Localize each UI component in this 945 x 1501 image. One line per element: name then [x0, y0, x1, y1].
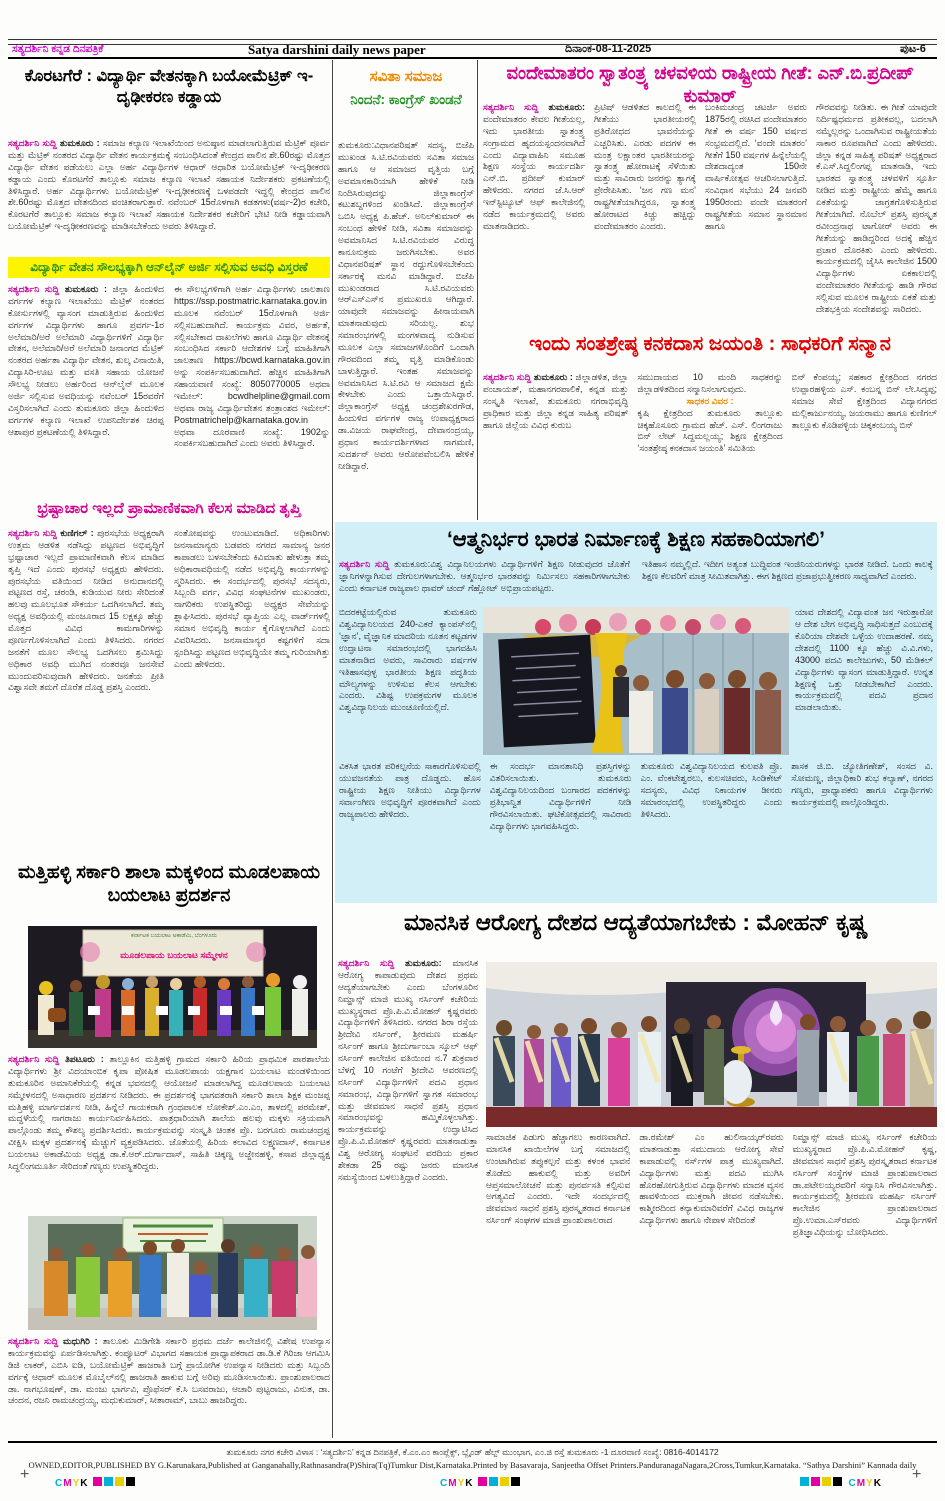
column-rule-left — [332, 60, 333, 1438]
headline-bhrashtachara: ಭ್ರಷ್ಟಾಚಾರ ಇಲ್ಲದೆ ಪ್ರಾಮಾಣಿಕವಾಗಿ ಕೆಲಸ ಮಾಡಿದ ತೃಪ್ತಿ — [37, 500, 301, 517]
column-text: ಸಂತೋಷವನ್ನು ಉಂಟುಮಾಡಿದೆ. ಅಧಿಕಾರಿಗಳು ಜನಸಾಮಾನ್ಯರು ಬಡವರು ನಗರದ ಸಾಮಾನ್ಯ ಜನರ ಕಾಪಾಡಲು ಬಳಸಬೇಕೆಂದು ಕಿವಿಮಾತು ಹೇಳುತ್ತಾ ತಮ್ಮ ಅಧಿಕಾರಾವಧಿಯಲ್ಲಿ ನಡೆದ ಅಭಿವೃದ್ಧಿ ಕಾರ್ಯಗಳನ್ನು ಸ್ಮರಿಸಿದರು. ಈ ಸಂದರ್ಭದಲ್ಲಿ ಪುರಸಭೆ ಸದಸ್ಯರು, ಸಿಬ್ಬಂದಿ ವರ್ಗ, ವಿವಿಧ ಸಂಘಟನೆಗಳ ಮುಖಂಡರು, ನಾಗರಿಕರು ಉಪಸ್ಥಿತರಿದ್ದು ಅಧ್ಯಕ್ಷರ ಸೇವೆಯನ್ನು ಶ್ಲಾಘಿಸಿದರು. ಪುರಸಭೆ ವ್ಯಾಪ್ತಿಯ ಎಲ್ಲ ವಾರ್ಡ್‌ಗಳಲ್ಲಿ ಸಮಾನ ಅಭಿವೃದ್ಧಿ ಕಾರ್ಯ ಕೈಗೊಳ್ಳಲಾಗಿದೆ ಎಂದು ವಿವರಿಸಿದರು. ಜನಸಾಮಾನ್ಯರ ಕಷ್ಟಗಳಿಗೆ ಸದಾ ಸ್ಪಂದಿಸಿದ್ದು ಪಟ್ಟಣದ ಅಭಿವೃದ್ಧಿಯೇ ತಮ್ಮ ಗುರಿಯಾಗಿತ್ತು ಎಂದು ಹೇಳಿದರು. — [174, 528, 330, 669]
atm-bottom3 — [641, 761, 783, 889]
vande-col1 — [483, 102, 585, 326]
column-text: ಸಾಮಾಜಿಕ ಪಿಡುಗು ಹೆಚ್ಚಾಗಲು ಕಾರಣವಾಗಿದೆ. ಮಾನಸಿಕ ಖಾಯಿಲೆಗಳ ಬಗ್ಗೆ ಸಮಾಜದಲ್ಲಿ ಉಂಟಾಗಿರುವ ತಪ್ಪುಕಲ್ಪನೆ ಮತ್ತು ಕಳಂಕ ಭಾವನೆ ತೊಡೆದು ಹಾಕುವಲ್ಲಿ ಮತ್ತು ಅವರಿಗೆ ಆಪ್ತಸಮಾಲೋಚನೆ ಮತ್ತು ಪುನರ್ವಸತಿ ಕಲ್ಪಿಸುವ ಅಗತ್ಯವಿದೆ ಎಂದರು. ಇದೇ ಸಂದರ್ಭದಲ್ಲಿ ಜೀವಮಾನ ಸಾಧನೆ ಪ್ರಶಸ್ತಿ ಪುರಸ್ಕೃತರಾದ ಕರ್ನಾಟಕ ನರ್ಸಿಂಗ್ ಸಂಘಗಳ ಮಾಜಿ ಪ್ರಾಂಶುಪಾಲರಾದ — [486, 1132, 631, 1226]
atm-mid-right — [795, 607, 933, 757]
atm-mid-left — [339, 607, 477, 757]
cmyk-letter-m: M — [856, 1478, 866, 1489]
magenta-swatch — [478, 1477, 487, 1486]
headline-vetana: ವಿದ್ಯಾರ್ಥಿ ವೇತನ ಸೌಲಭ್ಯಕ್ಕಾಗಿ ಆನ್‌ಲೈನ್ ಅರ್ಜಿ ಸಲ್ಲಿಸುವ ಅವಧಿ ವಿಸ್ತರಣೆ — [8, 257, 330, 278]
manasika-col2 — [639, 1132, 783, 1436]
column-text: ಜಿಲ್ಲಾ ಹಿಂದುಳಿದ ವರ್ಗಗಳ ಕಲ್ಯಾಣ ಇಲಾಖೆಯು ಮೆಟ್ರಿಕ್ ನಂತರದ ಕೋರ್ಸುಗಳಲ್ಲಿ ವ್ಯಾಸಂಗ ಮಾಡುತ್ತಿರುವ ಹಿಂದುಳಿದ ವರ್ಗಗಳ ವಿದ್ಯಾರ್ಥಿಗಳು ಹಾಗೂ ಪ್ರವರ್ಗ-1ರ ಅಲೆಮಾರಿ/ಅರೆ ಅಲೆಮಾರಿ ವಿದ್ಯಾರ್ಥಿಗಳಿಗೆ ವಿದ್ಯಾರ್ಥಿ ವೇತನ, ಅಲೆಮಾರಿ/ಅರೆ ಅಲೆಮಾರಿ ಜನಾಂಗದ ಮೆಟ್ರಿಕ್ ನಂತರದ ಅರ್ಹತಾ ವಿದ್ಯಾರ್ಥಿ ವೇತನ, ಶುಲ್ಕ ವಿನಾಯಿತಿ, ವಿದ್ಯಾಸಿರಿ-ಊಟ ಮತ್ತು ವಸತಿ ಸಹಾಯ ಯೋಜನೆ ಸೌಲಭ್ಯ ನೀಡಲು ಅರ್ಹರಿಂದ ಆನ್‌ಲೈನ್ ಮೂಲಕ ಅರ್ಜಿ ಸಲ್ಲಿಸುವ ಅವಧಿಯನ್ನು ನವೆಂಬರ್ 15ರವರೆಗೆ ವಿಸ್ತರಿಸಲಾಗಿದೆ ಎಂದು ತುಮಕೂರು ಜಿಲ್ಲಾ ಹಿಂದುಳಿದ ವರ್ಗಗಳ ಕಲ್ಯಾಣ ಇಲಾಖೆ ಉಪನಿರ್ದೇಶಕ ಚಿರಪ್ಪ ಆಶಾಪುರ ಪ್ರಕಟಣೆಯಲ್ಲಿ ತಿಳಿಸಿದ್ದಾರೆ. — [8, 284, 164, 437]
photo-moodalapaya-stage — [28, 926, 317, 1048]
column-text: ಪ್ರಿಟಿಷ್ ಆಡಳಿತದ ಕಾಲದಲ್ಲಿ ಈ ಗೀತೆಯು ಭಾರತೀಯರಲ್ಲಿ ಪ್ರತಿರೋಧದ ಭಾವನೆಯನ್ನು ಎಚ್ಚರಿಸಿತು. ಎರಡು ಪದಗಳ ಈ ಮಂತ್ರ ಲಕ್ಷಾಂತರ ಭಾರತೀಯರನ್ನು ಸ್ವಾತಂತ್ರ್ಯ ಹೋರಾಟಕ್ಕೆ ಸೆಳೆಯಿತು ಮತ್ತು ಸಾವಿರಾರು ಜನರನ್ನು ತ್ಯಾಗಕ್ಕೆ ಪ್ರೇರೇಪಿಸಿತು. ‘ಜನ ಗಣ ಮನ’ ರಾಷ್ಟ್ರಗೀತೆಯಾಗಿದ್ದರೂ, ಸ್ವಾತಂತ್ರ್ಯ ಹೋರಾಟದ ಕಿಚ್ಚು ಹಚ್ಚಿದ್ದು ವಂದೇಮಾತರಂ ಎಂದರು. — [594, 102, 696, 231]
manasika-col1 — [486, 1132, 630, 1436]
paragraph: ತಾಲ್ಲೂಕಿನ ಮತ್ತಿಹಳ್ಳಿ ಗ್ರಾಮದ ಸರ್ಕಾರಿ ಹಿರಿಯ ಪ್ರಾಥಮಿಕ ಪಾಠಶಾಲೆಯ ವಿದ್ಯಾರ್ಥಿಗಳು ಶ್ರೀ ವಿದಯಾಂಬಿಕ ಕೃಪಾ ಪೋಷಿತ ಮೂಡಲಪಾಯ ಯಕ್ಷಗಾನ ಬಯಲಾಟ ಮಂಡಳಿಯಿಂದ ತುಮಕೂರಿನ ಅಮಾನಿಕೆರೆಯಲ್ಲಿ ಕನ್ನಡ ಭವನದಲ್ಲಿ ಆಯೋಜನೆ ಮಾಡಲಾಗಿದ್ದ ಮೂಡಲಪಾಯ ಬಯಲಾಟ ಸಮ್ಮೇಳನದಲ್ಲಿ ಅಸಾಧಾರಣ ಪ್ರದರ್ಶನ ನೀಡಿದರು. — [8, 1054, 330, 1100]
yellow-swatch — [822, 1477, 831, 1486]
cyan-swatch — [104, 1477, 113, 1486]
column-rule-mid — [477, 60, 478, 520]
footer-publisher-en: OWNED,EDITOR,PUBLISHED BY G.Karunakara,Published at Ganganahally,Rathnasandra(P)Shira(Tq)Tumkur Dist,Karnataka.Printed by Basavaraja, Sanjeetha Offset Printers.PanduranagaNagara,2Cross,Tumkur,Karnataka. “Sathya Darshini” Kannada daily — [28, 1460, 917, 1470]
article-vetana-body — [8, 284, 330, 496]
paragraph: ಈ ಪ್ರದರ್ಶನಕ್ಕೆ ಭಾಗವತರಾಗಿ ಸರ್ಕಾರಿ ಶಾಲಾ ಶಿಕ್ಷಕ ಮಂಜಪ್ಪ ಮತ್ತಿಹಳ್ಳಿ ಮಾರ್ಗದರ್ಶನ ನೀಡಿ, ಹಿನ್ನೆಲೆ ಗಾಯಕರಾಗಿ ಗ್ರಂಥಪಾಲಕ ಲೋಕೇಶ್.ಎಂ.ಎಂ, ತಾಳದಲ್ಲಿ ಪರಮೇಶ್, ಮದ್ದಳೆಯಲ್ಲಿ ನಾಗರಾಜು ಕಾರ್ಯನಿರ್ವಹಿಸಿದರು. ಪಾತ್ರಧಾರಿಯಾಗಿ ಶಾಲೆಯ ಹಲವು ಮಕ್ಕಳು ಸಕ್ರಿಯವಾಗಿ ಪಾಲ್ಗೊಂಡು ತಮ್ಮ ಕೌಶಲ್ಯ ಪ್ರದರ್ಶಿಸಿದರು. — [8, 1089, 330, 1136]
column-text: ನಿಮ್ಹಾನ್ಸ್ ಮಾಜಿ ಮುಖ್ಯ ನರ್ಸಿಂಗ್ ಕಚೇರಿಯ ಮುಖ್ಯಸ್ಥರಾದ ಪ್ರೊ.ಪಿ.ವಿ.ಮೋಹನ್ ಕೃಷ್ಣ, ಜೀವಮಾನ ಸಾಧನೆ ಪ್ರಶಸ್ತಿ ಪುರಸ್ಕೃತರಾದ ಕರ್ನಾಟಕ ನರ್ಸಿಂಗ್ ಸಂಸ್ಥೆಗಳ ಮಾಜಿ ಪ್ರಾಂಶುಪಾಲರಾದ ಡಾ.ಪಟೇಲಯ್ಯರವರಿಗೆ ಸನ್ಮಾನಿಸಿ ಗೌರವಿಸಲಾಗಿತ್ತು. ಕಾರ್ಯಕ್ರಮದಲ್ಲಿ ಶ್ರೀರಮಣ ಮಹರ್ಷಿ ನರ್ಸಿಂಗ್ ಕಾಲೇಜಿನ ಪ್ರಾಂಶುಪಾಲರಾದ ಪ್ರೊ.ಉಮಾ.ಎಸ್‌ರವರು ವಿದ್ಯಾರ್ಥಿಗಳಿಗೆ ಪ್ರತಿಜ್ಞಾವಿಧಿಯನ್ನು ಬೋಧಿಸಿದರು. — [792, 1132, 937, 1237]
vande-col3 — [705, 102, 807, 326]
column-text: ಜಿಲ್ಲಾಡಳಿತ, ಜಿಲ್ಲಾ ಪಂಚಾಯತ್, ಮಹಾನಗರಪಾಲಿಕೆ, ಕನ್ನಡ ಮತ್ತು ಸಂಸ್ಕೃತಿ ಇಲಾಖೆ, ತುಮಕೂರು ನಗರಾಭಿವೃದ್ಧಿ ಪ್ರಾಧಿಕಾರ ಮತ್ತು ಜಿಲ್ಲಾ ಕನ್ನಡ ಸಾಹಿತ್ಯ ಪರಿಷತ್ ಹಾಗೂ ಜಿಲ್ಲೆಯ ವಿವಿಧ ಕುರುಬ — [483, 372, 629, 430]
black-swatch — [511, 1477, 520, 1486]
column-text: ಡಾ.ರಮೇಶ್ ಎಂ ಹುಲಿನಾಯ್ಕರ್‌ರವರು ಮಾತನಾಡುತ್ತಾ ಸಮುದಾಯ ಆರೋಗ್ಯ ಸೇವೆ ಕಾಪಾಡುವಲ್ಲಿ ನರ್ಸ್‌ಗಳ ಪಾತ್ರ ಮುಖ್ಯವಾಗಿದೆ. ವಿದ್ಯಾರ್ಥಿಗಳು ಮತ್ತು ಪದವಿ ಮುಗಿಸಿ ಹೊರಹೋಗುತ್ತಿರುವ ವಿದ್ಯಾರ್ಥಿಗಳು ಮಾದಕ ವ್ಯಸನ ಹಾವಳಿಯಿಂದ ಮುಕ್ತರಾಗಿ ಜೀವನ ನಡೆಸಬೇಕು. ಕಾಶ್ಮೀರದಿಂದ ಕನ್ಯಾಕುಮಾರಿವರೆಗೆ ವಿವಿಧ ರಾಜ್ಯಗಳ ವಿದ್ಯಾರ್ಥಿಗಳು ಹಾಗೂ ನೇಪಾಳ ಸೇರಿದಂತೆ — [639, 1132, 784, 1226]
kanaka-subhead: ಸಾಧಕರ ವಿವರ : — [686, 395, 734, 406]
manasika-left-col — [338, 958, 478, 1436]
byline: ಸತ್ಯದರ್ಶಿನಿ ಸುದ್ದಿ — [8, 138, 57, 148]
cmyk-strip-right — [800, 1473, 882, 1491]
registration-cross-left: + — [20, 1466, 30, 1483]
vande-col2 — [594, 102, 696, 326]
yellow-swatch — [115, 1477, 124, 1486]
column-text: ಮಾನಸಿಕ ಆರೋಗ್ಯ ಕಾಪಾಡುವುದು ದೇಶದ ಪ್ರಥಮ ಆದ್ಯತೆಯಾಗಬೇಕು ಎಂದು ಬೆಂಗಳೂರಿನ ನಿಮ್ಹಾನ್ಸ್ ಮಾಜಿ ಮುಖ್ಯ ನರ್ಸಿಂಗ್ ಕಚೇರಿಯ ಮುಖ್ಯಸ್ಥರಾದ ಪ್ರೊ.ಪಿ.ವಿ.ಮೋಹನ್ ಕೃಷ್ಣರವರು ವಿದ್ಯಾರ್ಥಿಗಳಿಗೆ ತಿಳಿಸಿದರು. ನಗರದ ಶಿರಾ ರಸ್ತೆಯ ಶ್ರೀದೇವಿ ನರ್ಸಿಂಗ್, ಶ್ರೀರಮಣ ಮಹರ್ಷಿ ನರ್ಸಿಂಗ್ ಹಾಗೂ ಶ್ರೀದುರ್ಗಾಂಬಾ ಸ್ಕೂಲ್ ಆಫ್ ನರ್ಸಿಂಗ್ ಕಾಲೇಜಿನ ವತಿಯಿಂದ ನ.7 ಶುಕ್ರವಾರ ಬೆಳಗ್ಗೆ 10 ಗಂಟೆಗೆ ಶ್ರೀದೇವಿ ಆವರಣದಲ್ಲಿ ನರ್ಸಿಂಗ್ ವಿದ್ಯಾರ್ಥಿಗಳಿಗೆ ಪದವಿ ಪ್ರಧಾನ ಸಮಾರಂಭ, ವಿದ್ಯಾರ್ಥಿಗಳಿಗೆ ಸ್ವಾಗತ ಸಮಾರಂಭ ಮತ್ತು ಜೀವಮಾನ ಸಾಧನೆ ಪ್ರಶಸ್ತಿ ಪ್ರಧಾನ ಸಮಾರಂಭವನ್ನು ಹಮ್ಮಿಕೊಳ್ಳಲಾಗಿತ್ತು. ಕಾರ್ಯಕ್ರಮವನ್ನು ಉದ್ಘಾಟಿಸಿದ ಪ್ರೊ.ಪಿ.ವಿ.ಮೋಹನ್ ಕೃಷ್ಣರವರು ಮಾತನಾಡುತ್ತಾ ವಿಶ್ವ ಆರೋಗ್ಯ ಸಂಘಟನೆ ವರದಿಯ ಪ್ರಕಾರ ಶೇಕಡಾ 25 ರಷ್ಟು ಜನರು ಮಾನಸಿಕ ಸಮಸ್ಯೆಯಿಂದ ಬಳಲುತ್ತಿದ್ದಾರೆ ಎಂದರು. — [338, 958, 478, 1182]
cmyk-letter-y: Y — [866, 1478, 873, 1489]
atm-lead-right — [642, 559, 933, 605]
column-text: ವಿಕಸಿತ ಭಾರತ ಪರಿಕಲ್ಪನೆಯ ಸಾಕಾರಗೊಳಿಸುವಲ್ಲಿ ಯುವಜನತೆಯ ಪಾತ್ರ ದೊಡ್ಡದು. ಹೊಸ ರಾಷ್ಟ್ರೀಯ ಶಿಕ್ಷಣ ನೀತಿಯು ವಿದ್ಯಾರ್ಥಿಗಳ ಸರ್ವಾಂಗೀಣ ಅಭಿವೃದ್ಧಿಗೆ ಪೂರಕವಾಗಿದೆ ಎಂದು ರಾಜ್ಯಪಾಲರು ಹೇಳಿದರು. — [339, 761, 481, 819]
column-text: ಪುರಸಭೆಯ ಅಧ್ಯಕ್ಷರಾಗಿ ಉತ್ತಮ ಆಡಳಿತ ನಡೆಸಿದ್ದು ಪಟ್ಟಣದ ಅಭಿವೃದ್ಧಿಗೆ ಭ್ರಷ್ಟಾಚಾರ ಇಲ್ಲದೆ ಪ್ರಾಮಾಣಿಕವಾಗಿ ಕೆಲಸ ಮಾಡಿದ ತೃಪ್ತಿ ಇದೆ ಎಂದು ಪುರಸಭೆ ಅಧ್ಯಕ್ಷರು ಹೇಳಿದರು. ಪುರಸಭೆಯ ವತಿಯಿಂದ ನೀಡಿದ ಅನುದಾನದಲ್ಲಿ ಪಟ್ಟಣದ ರಸ್ತೆ, ಚರಂಡಿ, ಕುಡಿಯುವ ನೀರು ಸೇರಿದಂತೆ ಹಲವು ಮೂಲಭೂತ ಸೌಕರ್ಯ ಒದಗಿಸಲಾಗಿದೆ. ತಮ್ಮ ಅಧ್ಯಕ್ಷ ಅವಧಿಯಲ್ಲಿ ಮಂಜೂರಾದ 15 ಲಕ್ಷಕ್ಕೂ ಹೆಚ್ಚು ಮೊತ್ತದ ವಿವಿಧ ಕಾಮಗಾರಿಗಳನ್ನು ಪೂರ್ಣಗೊಳಿಸಲಾಗಿದೆ ಎಂದು ತಿಳಿಸಿದರು. ನಗರದ ಜನತೆಗೆ ಮೂಲ ಸೌಲಭ್ಯ ಒದಗಿಸಲು ಶ್ರಮಿಸಿದ್ದು ಅಧಿಕಾರ ಅವಧಿ ಮುಗಿದ ನಂತರವೂ ಜನಸೇವೆ ಮುಂದುವರಿಸುವುದಾಗಿ ಹೇಳಿದರು. ಜನತೆಯ ಪ್ರೀತಿ ವಿಶ್ವಾಸವೇ ತಮಗೆ ದೊರೆತ ದೊಡ್ಡ ಪ್ರಶಸ್ತಿ ಎಂದರು. — [8, 528, 164, 693]
black-swatch — [833, 1477, 842, 1486]
headline-vandemataram: ವಂದೇಮಾತರಂ ಸ್ವಾತಂತ್ರ್ಯ ಚಳವಳಿಯ ರಾಷ್ಟ್ರೀಯ ಗೀತೆ: ಎನ್.ಬಿ.ಪ್ರದೀಪ್ ಕುಮಾರ್ — [506, 63, 914, 106]
column-text: ಬಿನ್ ಕೆಂಪಯ್ಯ; ಸಹಕಾರ ಕ್ಷೇತ್ರದಿಂದ ನಗರದ ಉಪ್ಪಾರಹಳ್ಳಿಯ ಎಸ್. ಕಂಬನ್ನ ಬಿನ್ ಲೇ.ಸಿದ್ಯಪ್ಪ; ಸಮಾಜ ಸೇವೆ ಕ್ಷೇತ್ರದಿಂದ ವಿದ್ಯಾನಗರದ ಮಲ್ಲಿಕಾರ್ಜುನಯ್ಯ, ಜಯರಾಮು ಹಾಗೂ ಕುಣಿಗಲ್ ತಾಲ್ಲೂಕು ಕೊಡಿಪಳ್ಳಿಯ ಚಿಕ್ಕಕಂಬಯ್ಯ ಬಿನ್ — [791, 372, 937, 430]
photo-nursing-ceremony — [486, 962, 937, 1127]
column-text: ಇತಿಹಾಸ ನಮ್ಮಲ್ಲಿದೆ. ಇದೀಗ ಅತ್ಯಂತ ಬುದ್ಧಿವಂತ ಇಂಜಿನಿಯರುಗಳನ್ನು ಭಾರತ ನೀಡಿದೆ. ಒಂದು ಕಾಲಕ್ಕೆ ಶಿಕ್ಷಣ ಕೆಲವರಿಗೆ ಮಾತ್ರ ಸೀಮಿತವಾಗಿತ್ತು. ಈಗ ಶಿಕ್ಷಣದ ಪ್ರಜಾಪ್ರಭುತ್ವೀಕರಣ ಸಾಧ್ಯವಾಗಿದೆ ಎಂದರು. — [642, 559, 933, 582]
dateline: ತುಮಕೂರು: — [405, 958, 442, 968]
dateline: ತುಮಕೂರು : — [59, 138, 100, 148]
byline: ಸತ್ಯದರ್ಶಿನಿ ಸುದ್ದಿ — [483, 102, 539, 112]
cmyk-letter-m: M — [448, 1478, 457, 1489]
article-bhrashtachara-col2 — [174, 528, 330, 854]
photo-plaque-unveiling — [483, 607, 789, 757]
byline: ಸತ್ಯದರ್ಶಿನಿ ಸುದ್ದಿ — [483, 372, 532, 382]
cmyk-letter-k: K — [465, 1478, 473, 1489]
cmyk-letter-k: K — [80, 1478, 88, 1489]
article-mattihalli-body — [8, 1054, 330, 1212]
header-bottom-rule — [8, 57, 937, 59]
black-swatch — [126, 1477, 135, 1486]
paragraph: ಕಾರ್ಯಕ್ರಮವನ್ನು ಸಂಸ್ಕೃತಿ ಚಿಂತಕ ಪ್ರೊ. ಬರಗೂರು ರಾಮಚಂದ್ರಪ್ಪ ವೀಕ್ಷಿಸಿ ಮಕ್ಕಳ ಪ್ರದರ್ಶನಕ್ಕೆ ಮೆಚ್ಚುಗೆ ವ್ಯಕ್ತಪಡಿಸಿದರು. ಜೊತೆಯಲ್ಲಿ ಹಿರಿಯ ಕಲಾವಿದ ಲಕ್ಷ್ಮಣದಾಸ್, ಕರ್ನಾಟಕ ಬಯಲಾಟ ಅಕಾಡೆಮಿಯ ಅಧ್ಯಕ್ಷ ಡಾ.ಕೆ.ಆರ್.ದುರ್ಗಾದಾಸ್, ಸಾಹಿತಿ ಚಿಕ್ಕಣ್ಣ ಅಜ್ಜೇನಹಳ್ಳಿ, ಕಸಾಪ ಜಿಲ್ಲಾಧ್ಯಕ್ಷ ಸಿದ್ಧಲಿಂಗಮೂರ್ತಿ ಸೇರಿದಂತೆ ಗಣ್ಯರು ಉಪಸ್ಥಿತರಿದ್ದರು. — [8, 1125, 330, 1171]
article-vetana-col2 — [174, 284, 330, 496]
column-text: ತುಮಕೂರು:ವಿಧಾನಪರಿಷತ್ ಸದಸ್ಯ, ಬಿಜೆಪಿ ಮುಖಂಡ ಸಿ.ಟಿ.ರವಿಯವರು ಸವಿತಾ ಸಮಾಜ ಹಾಗೂ ಆ ಸಮಾಜದ ವೃತ್ತಿಯ ಬಗ್ಗೆ ಅವಮಾನಕಾರಿಯಾಗಿ ಹೇಳಿಕೆ ನೀಡಿ ನಿಂದಿಸಿರುವುದನ್ನು ಜಿಲ್ಲಾಕಾಂಗ್ರೆಸ್ ಕಟುಶಬ್ದಗಳಿಂದ ಖಂಡಿಸಿದೆ. ಜಿಲ್ಲಾಕಾಂಗ್ರೆಸ್ ಒಬಿಸಿ ಅಧ್ಯಕ್ಷ ಪಿ.ಹೆಚ್. ಅನಿಲ್‌ಕುಮಾರ್ ಈ ಸಂಬಂಧ ಹೇಳಿಕೆ ನೀಡಿ, ಸವಿತಾ ಸಮಾಜವನ್ನು ಅವಮಾನಿಸಿದ ಸಿ.ಟಿ.ರವಿಯವರ ವಿರುದ್ಧ ಕಾನೂನುಕ್ರಮ ಜರುಗಿಸಬೇಕು. ಅವರ ವಿಧಾನಪರಿಷತ್ ಸ್ಥಾನ ರದ್ದುಗೊಳಿಸಬೇಕೆಂದು ಸರ್ಕಾರಕ್ಕೆ ಮನವಿ ಮಾಡಿದ್ದಾರೆ. ಬಿಜೆಪಿ ಮುಖಂಡರಾದ ಸಿ.ಟಿ.ರವಿಯವರು ಆರ್‌ಎಸ್‌ಎಸ್‌ನ ಪ್ರಮುಖರೂ ಆಗಿದ್ದಾರೆ. ಯಾವುದೇ ಸಮಾಜವನ್ನು ಹೀನಾಯವಾಗಿ ಮಾತನಾಡುವುದು ಸರಿಯಲ್ಲ. ಶುಭ ಸಮಾರಂಭಗಳಲ್ಲಿ ಮಂಗಳವಾದ್ಯ ನುಡಿಸುವ ಮೂಲಕ ಎಲ್ಲಾ ಸಮಾಜಗಳೊಂದಿಗೆ ಒಂದಾಗಿ ಗೌರವದಿಂದ ತಮ್ಮ ವೃತ್ತಿ ಮಾಡಿಕೊಂಡು ಬಾಳುತ್ತಿದ್ದಾರೆ. ಇಂತಹ ಸಮಾಜವನ್ನು ಅವಮಾನಿಸಿದ ಸಿ.ಟಿ.ರವಿ ಆ ಸಮಾಜದ ಕ್ಷಮೆ ಕೇಳಬೇಕು ಎಂದು ಒತ್ತಾಯಿಸಿದ್ದಾರೆ. ಜಿಲ್ಲಾಕಾಂಗ್ರೆಸ್ ಅಧ್ಯಕ್ಷ ಚಂದ್ರಶೇಖರಗೌಡ, ಹಿಂದುಳಿದ ವರ್ಗಗಳ ರಾಜ್ಯ ಉಪಾಧ್ಯಕ್ಷರಾದ ಡಾ.ವಿಜಯ ರಾಘವೇಂದ್ರ, ದೇವಾನಂದ್ರಯ್ಯ, ಪ್ರಧಾನ ಕಾರ್ಯದರ್ಶಿಗಳಾದ ನಾಗಮಣಿ, ಸುದರ್ಶನ್ ಅವರು ಆರೋಪವೆಂಬಲಿಸಿ ಹೇಳಿಕೆ ನೀಡಿದ್ದಾರೆ. — [338, 140, 474, 471]
masthead-page-number: ಪುಟ-6 — [900, 43, 926, 55]
column-text: ಕೃಷಿ ಕ್ಷೇತ್ರದಿಂದ ತುಮಕೂರು ತಾಲ್ಲೂಕು ಚಿಕ್ಕಹೊಸೂರು ಗ್ರಾಮದ ಹೆಚ್. ಎಸ್. ಲಿಂಗರಾಜು ಬಿನ್ ಲೇಟ್ ಸಿದ್ದಮಲ್ಲಯ್ಯ; ಶಿಕ್ಷಣ ಕ್ಷೇತ್ರದಿಂದ ‘ಸಂತಶ್ರೇಷ್ಠ ಕನಕದಾಸ ಜಯಂತಿ’ ಸಮಿತಿಯ — [637, 407, 783, 454]
article-madhugiri-body — [8, 1336, 330, 1434]
headline-savita-line2: ನಿಂದನೆ: ಕಾಂಗ್ರೆಸ್ ಖಂಡನೆ — [350, 92, 462, 107]
column-text: ತುಮಕೂರು:ವಿಶ್ವ ವಿದ್ಯಾನಿಲಯಗಳು ವಿದ್ಯಾರ್ಥಿಗಳಿಗೆ ಶಿಕ್ಷಣ ನೀಡುವುದರ ಜೊತೆಗೆ ಜ್ಞಾನಿಗಳನ್ನಾಗಿಸುವ ದೇಗುಲಗಳಾಗಬೇಕು. ಆತ್ಮನಿರ್ಭರ ಭಾರತವನ್ನು ನಿರ್ಮಿಸಲು ಸಹಕಾರಿಗಳಾಗಬೇಕು ಎಂದು ಕರ್ನಾಟಕ ರಾಜ್ಯಪಾಲ ಥಾವರ್ ಚಂದ್ ಗೆಹ್ಲೋಟ್ ಅಭಿಪ್ರಾಯಪಟ್ಟರು. — [339, 559, 630, 593]
column-text: ಶಾಸಕ ಜಿ.ಬಿ. ಜ್ಯೋತಿಗಣೇಶ್, ಸಂಸದ ವಿ. ಸೋಮಣ್ಣ, ಜಿಲ್ಲಾಧಿಕಾರಿ ಶುಭ ಕಲ್ಯಾಣ್, ನಗರದ ಗಣ್ಯರು, ಪ್ರಾಧ್ಯಾಪಕರು ಹಾಗೂ ವಿದ್ಯಾರ್ಥಿಗಳು ಕಾರ್ಯಕ್ರಮದಲ್ಲಿ ಪಾಲ್ಗೊಂಡಿದ್ದರು. — [791, 761, 933, 807]
headline-koratagere: ಕೊರಟಗೆರೆ : ವಿದ್ಯಾರ್ಥಿ ವೇತನಕ್ಕಾಗಿ ಬಯೋಮೆಟ್ರಿಕ್ ಇ-ದೃಢೀಕರಣ ಕಡ್ಡಾಯ — [24, 67, 314, 106]
header-top-double-rule — [8, 39, 937, 45]
byline: ಸತ್ಯದರ್ಶಿನಿ ಸುದ್ದಿ — [338, 958, 395, 968]
photo-banner-org-line: ಕರ್ನಾಟಕ ಬಯಲಾಟ ಅಕಾಡೆಮಿ, ಬೆಂಗಳೂರು — [131, 933, 217, 939]
masthead-paper-name-en: Satya darshini daily news paper — [248, 42, 426, 57]
manasika-col3 — [793, 1132, 937, 1436]
magenta-swatch — [811, 1477, 820, 1486]
article-savita-body — [338, 140, 474, 518]
column-text: ತಾಲೂಕು ಮಿಡಿಗೇಶಿ ಸರ್ಕಾರಿ ಪ್ರಥಮ ದರ್ಜೆ ಕಾಲೇಜಿನಲ್ಲಿ ವಿಶೇಷ ಉಪನ್ಯಾಸ ಕಾರ್ಯಕ್ರಮವನ್ನು ಏರ್ಪಡಿಸಲಾಗಿತ್ತು. ಕಂಪ್ಯೂಟರ್ ವಿಭಾಗದ ಸಹಾಯಕ ಪ್ರಾಧ್ಯಾಪಕರಾದ ಡಾ.ಡಿ.ಕೆ ಗಿರಿಜಾ ಆಗಮಿಸಿ ಡಿಜಿ ಲಾಕರ್, ಎಬಿಸಿ ಐಡಿ, ಬಯೋಮೆಟ್ರಿಕ್ ಹಾಜರಾತಿ ಬಗ್ಗೆ ಪ್ರಾಯೋಗಿಕ ಉಪನ್ಯಾಸ ನೀಡಿದರು ಮತ್ತು ಸಿಬ್ಬಂದಿ ವರ್ಗಕ್ಕೆ ಆಧಾರ್ ಮೂಲಕ ಮೊಬೈಲ್‌ನಲ್ಲಿ ಹಾಜರಾತಿ ಹಾಕುವ ಬಗ್ಗೆ ಅರಿವು ಮೂಡಿಸಲಾಯಿತು. ಪ್ರಾಂಶುಪಾಲರಾದ ಡಾ. ನಾಗಭೂಷಣ್, ಡಾ. ಮಂಜು ಭಾರ್ಗವಿ, ಪ್ರೊಫೆಸರ್ ಕೆ.ಸಿ ಬಸವರಾಜು, ಆಚಾರಿ ಪುಟ್ಟರಾಜು, ವಿನುತ, ಡಾ. ಚಂದನ, ರಜನಿ ರಾಮಚಂದ್ರಯ್ಯ, ಮಧುಕುಮಾರ್, ಸೀತಾರಾಮ್, ಬಾಬು ಹಾಜರಿದ್ದರು. — [8, 1336, 330, 1406]
dateline: ತುಮಕೂರು : — [533, 372, 573, 382]
cmyk-letter-k: K — [873, 1478, 881, 1489]
dateline: ಕುಣಿಗಲ್ : — [60, 528, 94, 538]
cmyk-strip-center — [440, 1473, 522, 1491]
dateline: ಮಧುಗಿರಿ : — [63, 1336, 98, 1346]
masthead-date: ದಿನಾಂಕ-08-11-2025 — [565, 43, 652, 55]
column-text: ಸಮುದಾಯದ 10 ಮಂದಿ ಸಾಧಕರನ್ನು ಜಿಲ್ಲಾಡಳಿತದಿಂದ ಸನ್ಮಾನಿಸಲಾಗುವುದು. — [637, 372, 783, 394]
photo-banner-title: ಮೂಡಲಪಾಯ ಬಯಲಾಟ ಸಮ್ಮೇಳನ — [120, 950, 228, 960]
paragraph: ಸಮಾಜ ಕಲ್ಯಾಣ ಇಲಾಖೆಯಿಂದ ಅನುಷ್ಠಾನ ಮಾಡಲಾಗುತ್ತಿರುವ ಮೆಟ್ರಿಕ್ ಪೂರ್ವ ಮತ್ತು ಮೆಟ್ರಿಕ್ ನಂತರದ ವಿದ್ಯಾರ್ಥಿ ವೇತನ ಕಾರ್ಯಕ್ರಮಕ್ಕೆ ಸಂಬಂಧಿಸಿದಂತೆ ಕೇಂದ್ರದ ಪಾಲಿನ ಶೇ.60ರಷ್ಟು ಮೊತ್ತದ ವಿದ್ಯಾರ್ಥಿ ವೇತನ ಪಡೆಯಲು ಎಲ್ಲಾ ಅರ್ಹ ವಿದ್ಯಾರ್ಥಿಗಳ ಆಧಾರ್ ಆಧಾರಿತ ಬಯೋಮೆಟ್ರಿಕ್ ಇ-ದೃಢೀಕರಣ ಕಡ್ಡಾಯ ಎಂದು ಕೊರಟಗೆರೆ ತಾಲ್ಲೂಕು ಸಮಾಜ ಕಲ್ಯಾಣ ಇಲಾಖೆ ಸಹಾಯಕ ನಿರ್ದೇಶಕರು ಪ್ರಕಟಣೆಯಲ್ಲಿ ತಿಳಿಸಿದ್ದಾರೆ. — [8, 138, 330, 196]
kanaka-col1 — [483, 372, 628, 518]
article-koratagere-body — [8, 138, 330, 254]
article-bhrashtachara-col1 — [8, 528, 164, 854]
paragraph: ಅರ್ಹ ವಿದ್ಯಾರ್ಥಿಗಳು ಬಯೋಮೆಟ್ರಿಕ್ ಇ-ದೃಢೀಕರಣಕ್ಕೆ ಒಳಪಡದೇ ಇದ್ದಲ್ಲಿ ಕೇಂದ್ರದ ಪಾಲಿನ ಶೇ.60ರಷ್ಟು ಮೊತ್ತದ ವೇತನದಿಂದ ವಂಚಿತರಾಗುತ್ತಾರೆ. ನವೆಂಬರ್ 15ರೊಳಗಾಗಿ ಕಡತಗಳು(ವರ್ಷ-2)ರ ಕಚೇರಿ, ಕೊರಟಗೆರೆ ತಾಲ್ಲೂಕು ಸಮಾಜ ಕಲ್ಯಾಣ ಇಲಾಖೆ ಸಹಾಯಕ ನಿರ್ದೇಶಕರ ಕಚೇರಿಗೆ ಭೇಟಿ ನೀಡಿ ಕಡ್ಡಾಯವಾಗಿ ಬಯೋಮೆಟ್ರಿಕ್ ಇ-ದೃಢೀಕರಣವನ್ನು ಮಾಡಿಸಬೇಕೆಂದು ಅವರು ತಿಳಿಸಿದ್ದಾರೆ. — [8, 185, 330, 232]
manasika-bottom-cols — [486, 1132, 937, 1436]
article-vandemataram-body — [483, 102, 937, 326]
footer-address-kn: ತುಮಕೂರು ನಗರ ಕಚೇರಿ ವಿಳಾಸ : ‘ಸತ್ಯದರ್ಶಿನಿ’ ಕನ್ನಡ ದಿನಪತ್ರಿಕೆ, ಕೆ.ಎಂ.ಎಂ ಕಾಂಪ್ಲೆಕ್ಸ್, ಬ್ಲೈಂಡ್ ಹೆಲ್ಪ್ ಮುಂಭಾಗ, ಎಂ.ಜಿ ರಸ್ತೆ ತುಮಕೂರು -1 ದೂರವಾಣಿ ಸಂಖ್ಯೆ: 0816-4014172 — [226, 1447, 719, 1457]
cmyk-letter-c: C — [55, 1478, 63, 1489]
byline: ಸತ್ಯದರ್ಶಿನಿ ಸುದ್ದಿ — [8, 284, 60, 294]
magenta-swatch — [93, 1477, 102, 1486]
cmyk-letter-c: C — [440, 1478, 448, 1489]
article-kanakadasa-body — [483, 372, 937, 518]
registration-cross-right: + — [912, 1466, 922, 1483]
yellow-swatch — [500, 1477, 509, 1486]
byline: ಸತ್ಯದರ್ಶಿನಿ ಸುದ್ದಿ — [8, 1054, 60, 1064]
column-text: ಬಿದರಕಟ್ಟೆಯಲ್ಲಿರುವ ತುಮಕೂರು ವಿಶ್ವವಿದ್ಯಾನಿಲಯದ 240-ಎಕರೆ ಕ್ಯಾಂಪಸ್‌ನಲ್ಲಿ ‘ಜ್ಞಾನ’, ವೈಜ್ಞಾನಿಕ ಮಾದರಿಯ ನೂತನ ಕಟ್ಟಡಗಳ ಉದ್ಘಾಟನಾ ಸಮಾರಂಭದಲ್ಲಿ ಭಾಗವಹಿಸಿ ಮಾತನಾಡಿದ ಅವರು, ಸಾವಿರಾರು ವರ್ಷಗಳ ಇತಿಹಾಸವುಳ್ಳ ಭಾರತೀಯ ಶಿಕ್ಷಣ ಪದ್ಧತಿಯ ಮೌಲ್ಯಗಳನ್ನು ಉಳಿಸುವ ಕೆಲಸ ಆಗಬೇಕು ಎಂದರು. ವಿಶಿಷ್ಟ ಉಪಕ್ರಮಗಳ ಮೂಲಕ ವಿಶ್ವವಿದ್ಯಾನಿಲಯ ಮುಂಚೂಣಿಯಲ್ಲಿದೆ. — [339, 607, 477, 713]
atm-bottom4 — [791, 761, 933, 889]
dateline: ತುಮಕೂರು: — [548, 102, 585, 112]
cmyk-letter-m: M — [63, 1478, 72, 1489]
headline-manasika: ಮಾನಸಿಕ ಆರೋಗ್ಯ ದೇಶದ ಆದ್ಯತೆಯಾಗಬೇಕು : ಮೋಹನ್ ಕೃಷ್ಣ — [404, 909, 868, 935]
atm-lead-left — [339, 559, 630, 605]
atm-bottom2 — [490, 761, 632, 889]
footer-rule — [8, 1441, 937, 1443]
column-text: ಈ ಸಂದರ್ಭ ಮಾನತಾನಿಧಿ ಪ್ರಶಸ್ತಿಗಳನ್ನು ವಿತರಿಸಲಾಯಿತು. ತುಮಕೂರು ವಿಶ್ವವಿದ್ಯಾನಿಲಯದಿಂದ ಬಂಗಾರದ ಪದಕಗಳನ್ನು ಪ್ರತಿಭಾನ್ವಿತ ವಿದ್ಯಾರ್ಥಿಗಳಿಗೆ ನೀಡಿ ಗೌರವಿಸಲಾಯಿತು. ಘಟಿಕೋತ್ಸವದಲ್ಲಿ ಸಾವಿರಾರು ವಿದ್ಯಾರ್ಥಿಗಳು ಭಾಗವಹಿಸಿದ್ದರು. — [489, 761, 632, 831]
cmyk-strip-left — [55, 1473, 137, 1491]
atm-bottom1 — [339, 761, 481, 889]
photo-classroom-group — [28, 1216, 317, 1330]
cmyk-letter-c: C — [848, 1478, 856, 1489]
cyan-swatch — [489, 1477, 498, 1486]
column-text: ಈ ಸೌಲಭ್ಯಗಳಿಗಾಗಿ ಅರ್ಹ ವಿದ್ಯಾರ್ಥಿಗಳು ಜಾಲತಾಣ https://ssp.postmatric.karnataka.gov.in ಮೂಲಕ ನವೆಂಬರ್ 15ರೊಳಗಾಗಿ ಅರ್ಜಿ ಸಲ್ಲಿಸಬಹುದಾಗಿದೆ. ಕಾರ್ಯಕ್ರಮ ವಿವರ, ಅರ್ಹತೆ, ಸಲ್ಲಿಸಬೇಕಾದ ದಾಖಲೆಗಳು ಹಾಗೂ ವಿದ್ಯಾರ್ಥಿ ವೇತನಕ್ಕೆ ಸಂಬಂಧಿಸಿದ ಸರ್ಕಾರಿ ಆದೇಶಗಳ ಬಗ್ಗೆ ಮಾಹಿತಿಗಾಗಿ ಜಾಲತಾಣ https://bcwd.karnataka.gov.in ಅನ್ನು ಸಂಪರ್ಕಿಸಬಹುದಾಗಿದೆ. ಹೆಚ್ಚಿನ ಮಾಹಿತಿಗಾಗಿ ಸಹಾಯವಾಣಿ ಸಂಖ್ಯೆ: 8050770005 ಅಥವಾ ಇಮೇಲ್: bcwdhelpline@gmail.com ಅಥವಾ ರಾಜ್ಯ ವಿದ್ಯಾರ್ಥಿವೇತನ ತಂತ್ರಾಂಶದ ಇಮೇಲ್: Postmatrichelp@karnataka.gov.in ಅಥವಾ ದೂರವಾಣಿ ಸಂಖ್ಯೆ: 1902ನ್ನು ಸಂಪರ್ಕಿಸಬಹುದಾಗಿದೆ ಎಂದು ಅವರು ತಿಳಿಸಿದ್ದಾರೆ. — [174, 284, 330, 449]
headline-savita-line1: ಸವಿತಾ ಸಮಾಜ — [369, 68, 443, 85]
column-text: ಬಂಕಿಮಚಂದ್ರ ಚಟರ್ಜಿ ಅವರು 1875ರಲ್ಲಿ ರಚಿಸಿದ ವಂದೇಮಾತರಂ ಗೀತೆ ಈ ವರ್ಷ 150 ವರ್ಷದ ಸಂಭ್ರಮದಲ್ಲಿದೆ. ‘ವಂದೇ ಮಾತರಂ’ ಗೀತೆಗೆ 150 ವರ್ಷಗಳ ಹಿನ್ನೆಲೆಯಲ್ಲಿ ದೇಶದಾದ್ಯಂತ 150ನೇ ವಾರ್ಷಿಕೋತ್ಸವ ಆಚರಿಸಲಾಗುತ್ತಿದೆ. ಸಂವಿಧಾನ ಸಭೆಯು 24 ಜನವರಿ 1950ರಂದು ವಂದೇ ಮಾತರಂಗೆ ರಾಷ್ಟ್ರಗೀತೆಯ ಸಮಾನ ಸ್ಥಾನಮಾನ ಹಾಗೂ — [705, 102, 807, 231]
byline: ಸತ್ಯದರ್ಶಿನಿ ಸುದ್ದಿ — [339, 559, 390, 570]
vande-col4 — [816, 102, 937, 326]
section-atmanirbhara — [335, 522, 937, 903]
cyan-swatch — [800, 1477, 809, 1486]
kanaka-col2 — [637, 372, 782, 518]
byline: ಸತ್ಯದರ್ಶಿನಿ ಸುದ್ದಿ — [8, 528, 57, 538]
column-text: ವಂದೇಮಾತರಂ ಕೇವಲ ಗೀತೆಯಲ್ಲ, ಇದು ಭಾರತೀಯ ಸ್ವಾತಂತ್ರ್ಯ ಸಂಗ್ರಾಮದ ಹೃದಯಸ್ಪಂದನವಾಗಿದೆ ಎಂದು ವಿದ್ಯಾವಾಹಿನಿ ಸಮೂಹ ಶಿಕ್ಷಣ ಸಂಸ್ಥೆಯ ಕಾರ್ಯದರ್ಶಿ ಎನ್.ಬಿ. ಪ್ರದೀಪ್ ಕುಮಾರ್ ಹೇಳಿದರು. ನಗರದ ಜೆ.ಸಿ.ಆರ್ ಇನ್‌ಸ್ಟಿಟ್ಯೂಟ್ ಆಫ್ ಕಾಲೇಜಿನಲ್ಲಿ ನಡೆದ ಕಾರ್ಯಕ್ರಮದಲ್ಲಿ ಅವರು ಮಾತನಾಡಿದರು. — [483, 113, 585, 231]
column-text: ಯಾವ ದೇಶದಲ್ಲಿ ವಿದ್ಯಾವಂತ ಜನ ಇರುತ್ತಾರೋ ಆ ದೇಶ ಬೇಗ ಅಭಿವೃದ್ಧಿ ಸಾಧಿಸುತ್ತದೆ ಎಂಬುದಕ್ಕೆ ಕೊರಿಯಾ ದೇಶವೇ ಒಳ್ಳೆಯ ಉದಾಹರಣೆ. ನಮ್ಮ ದೇಶದಲ್ಲಿ 1100 ಕ್ಕೂ ಹೆಚ್ಚು ವಿ.ವಿ.ಗಳು, 43000 ಪದವಿ ಕಾಲೇಜುಗಳು, 50 ಮೆಡಿಕಲ್ ವಿದ್ಯಾರ್ಥಿಗಳು ವ್ಯಾಸಂಗ ಮಾಡುತ್ತಿದ್ದಾರೆ. ಉನ್ನತ ಶಿಕ್ಷಣಕ್ಕೆ ಒತ್ತು ನೀಡಬೇಕಾಗಿದೆ ಎಂದರು. ಕಾರ್ಯಕ್ರಮದಲ್ಲಿ ಪದವಿ ಪ್ರದಾನ ಮಾಡಲಾಯಿತು. — [795, 607, 933, 713]
kanaka-col3 — [792, 372, 937, 518]
column-text: ತುಮಕೂರು ವಿಶ್ವವಿದ್ಯಾನಿಲಯದ ಕುಲಪತಿ ಪ್ರೊ. ಎಂ. ವೆಂಕಟೇಶ್ವರಲು, ಕುಲಸಚಿವರು, ಸಿಂಡಿಕೇಟ್ ಸದಸ್ಯರು, ವಿವಿಧ ನಿಕಾಯಗಳ ಡೀನರು ಸಮಾರಂಭದಲ್ಲಿ ಉಪಸ್ಥಿತರಿದ್ದರು ಎಂದು ತಿಳಿಸಿದರು. — [640, 761, 783, 819]
cmyk-letter-y: Y — [72, 1478, 80, 1489]
headline-mattihalli: ಮತ್ತಿಹಳ್ಳಿ ಸರ್ಕಾರಿ ಶಾಲಾ ಮಕ್ಕಳಿಂದ ಮೂಡಲಪಾಯ ಬಯಲಾಟ ಪ್ರದರ್ಶನ — [17, 861, 321, 906]
byline: ಸತ್ಯದರ್ಶಿನಿ ಸುದ್ದಿ — [8, 1336, 59, 1346]
dateline: ತಿಪಟೂರು : — [65, 1054, 104, 1064]
headline-atm: ‘ಆತ್ಮನಿರ್ಭರ ಭಾರತ ನಿರ್ಮಾಣಕ್ಕೆ ಶಿಕ್ಷಣ ಸಹಕಾರಿಯಾಗಲಿ’ — [446, 528, 826, 551]
article-vetana-col1 — [8, 284, 164, 496]
headline-kanakadasa: ಇಂದು ಸಂತಶ್ರೇಷ್ಠ ಕನಕದಾಸ ಜಯಂತಿ : ಸಾಧಕರಿಗೆ ಸನ್ಮಾನ — [529, 333, 891, 355]
column-text: ಗೌರವವನ್ನು ನೀಡಿತು. ಈ ಗೀತೆ ಯಾವುದೇ ನಿರ್ದಿಷ್ಟಧರ್ಮದ ಪ್ರತೀಕವಲ್ಲ, ಬದಲಾಗಿ ನಮ್ಮೆಲ್ಲರನ್ನು ಒಂದಾಗಿಸುವ ರಾಷ್ಟ್ರೀಯತೆಯ ಸಾಕಾರ ರೂಪವಾಗಿದೆ ಎಂದು ಹೇಳಿದರು. ಜಿಲ್ಲಾ ಕನ್ನಡ ಸಾಹಿತ್ಯ ಪರಿಷತ್ ಅಧ್ಯಕ್ಷರಾದ ಕೆ.ಎಸ್.ಸಿದ್ದಲಿಂಗಪ್ಪ ಮಾತನಾಡಿ, ಇದು ಭಾರತದ ಸ್ವಾತಂತ್ರ್ಯ ಚಳವಳಿಗೆ ಸ್ಫೂರ್ತಿ ನೀಡಿದ ಮತ್ತು ರಾಷ್ಟ್ರೀಯ ಹೆಮ್ಮೆ ಹಾಗೂ ಏಕತೆಯನ್ನು ಜಾಗ್ರತಗೊಳಿಸುತ್ತಿರುವ ಗೀತೆಯಾಗಿದೆ. ನೊಬೆಲ್ ಪ್ರಶಸ್ತಿ ಪುರಸ್ಕೃತ ರವೀಂದ್ರನಾಥ ಟಾಗೋರ್ ಅವರು ಈ ಗೀತೆಯನ್ನು ಹಾಡಿದ್ದರಿಂದ ಅದಕ್ಕೆ ಹೆಚ್ಚಿನ ಪ್ರಚಾರ ದೊರಕಿತು ಎಂದು ಹೇಳಿದರು. ಕಾರ್ಯಕ್ರಮದಲ್ಲಿ ಜೈಸಿಸಿ ಕಾಲೇಜಿನ 1500 ವಿದ್ಯಾರ್ಥಿಗಳು ಏಕಕಾಲದಲ್ಲಿ ವಂದೇಮಾತರಂ ಗೀತೆಯನ್ನು ಹಾಡಿ ಗೌರವ ಸಲ್ಲಿಸುವ ಮೂಲಕ ರಾಷ್ಟ್ರೀಯ ಏಕತೆ ಮತ್ತು ದೇಶಭಕ್ತಿಯ ಸಂದೇಶವನ್ನು ಸಾರಿದರು. — [816, 102, 937, 314]
masthead-paper-name-kn: ಸತ್ಯದರ್ಶಿನಿ ಕನ್ನಡ ದಿನಪತ್ರಿಕೆ — [12, 43, 104, 55]
dateline: ತುಮಕೂರು : — [64, 284, 108, 294]
article-bhrashtachara-body — [8, 528, 330, 854]
cmyk-letter-y: Y — [457, 1478, 465, 1489]
